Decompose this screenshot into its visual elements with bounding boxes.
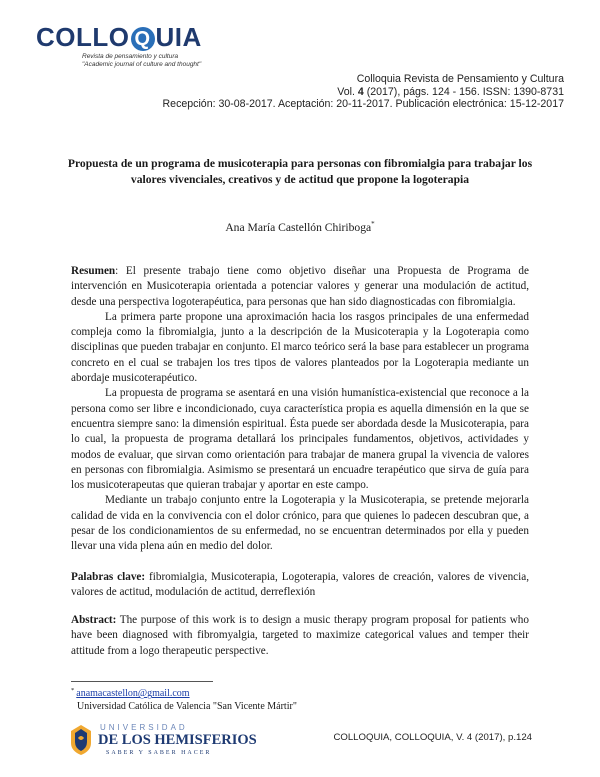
article-author: Ana María Castellón Chiriboga* [225, 220, 375, 234]
logo-wordmark: COLLO Q UIA [36, 22, 202, 52]
journal-header [163, 73, 564, 111]
resumen-paragraph-2: La primera parte propone una aproximación hacia los rasgos principales de una enfermedad compleja como la fibromialgia, junto a la descripción de la Musicoterapia y la Logoterapia como disciplinas que pueden trabajar en conjunto. El marco teórico será la base para establecer un programa concreto en el cual se trabajen los tres tipos de valores planteados por la Logoterapia mediante un abordaje musicoterapéutico. [71, 310, 529, 385]
journal-dates: Recepción: 30-08-2017. Aceptación: 20-11-2017. Publicación electrónica: 15-12-2017 [162, 98, 564, 110]
abstract-section [71, 613, 529, 659]
article-title: Propuesta de un programa de musicoterapia para personas con fibromialgia para trabajar los valores vivenciales, creativos y de actitud que propone la logoterapia [67, 157, 533, 186]
footnote-divider [71, 681, 213, 682]
page-footer: COLLOQUIA, COLLOQUIA, V. 4 (2017), p.124 [333, 732, 532, 743]
university-name: DE LOS HEMISFERIOS [98, 732, 257, 748]
resumen-section [71, 264, 529, 555]
keywords-text: fibromialgia, Musicoterapia, Logoterapia, valores de creación, valores de vivencia, valores de actitud, modulación de actitud, derreflexión [71, 571, 530, 599]
author-institution: Universidad Católica de Valencia "San Vicente Mártir" [77, 700, 297, 712]
author-email-link[interactable]: anamacastellon@gmail.com [76, 688, 190, 700]
logo-subtitle: Revista de pensamiento y cultura "Academic journal of culture and thought" [82, 53, 202, 68]
university-logo [70, 722, 257, 762]
journal-volume: Vol. 4 (2017), págs. 124 - 156. ISSN: 1390-8731 [337, 85, 564, 98]
keywords-section [71, 570, 529, 601]
abstract-text: The purpose of this work is to design a music therapy program proposal for patients who have been diagnosed with fibromyalgia, targeted to maximize categorical values and temper their attitude from a logo therapeutic perspective. [71, 614, 529, 657]
logo-q-icon: Q [131, 27, 155, 51]
resumen-label: Resumen [71, 265, 116, 277]
resumen-paragraph-4: Mediante un trabajo conjunto entre la Logoterapia y la Musicoterapia, se pretende mejorarla calidad de vida en la convivencia con el dolor crónico, para que quienes lo padecen descubran que, a pesar de los condicionamientos de su enfermedad, no se encuentran determinados por ella y pueden llevar una vida plena aún en medio del dolor. [71, 494, 529, 553]
footnote-marker[interactable]: * [371, 220, 375, 228]
keywords-label: Palabras clave: [71, 571, 146, 583]
university-shield-icon [70, 725, 92, 755]
resumen-paragraph-1: Resumen: El presente trabajo tiene como objetivo diseñar una Propuesta de Programa de intervención en Musicoterapia orientada a potenciar valores y generar una modulación de actitud, desde una perspectiva logoterapéutica, para personas que han sido diagnosticadas con fibromialgia. [71, 265, 529, 308]
abstract-label: Abstract: [71, 614, 117, 626]
university-top-text: UNIVERSIDAD [100, 723, 188, 732]
footnote: * anamacastellon@gmail.com Universidad Católica de Valencia "San Vicente Mártir" [71, 687, 297, 712]
journal-name: Colloquia Revista de Pensamiento y Cultura [356, 73, 564, 85]
resumen-paragraph-3: La propuesta de programa se asentará en una visión humanística-existencial que reconoce a la persona como ser libre e incondicionado, cuya característica propia es aquella dimensión en la que se encuentra siempre sano: la dimensión espiritual. Ésta puede ser abordada desde la Musicoterapia, para lo cual, la propuesta de programa detallará los principales fundamentos, objetivos, actividades y modos de evaluar, que sirvan como orientación para trabajar de manera grupal la vivencia de valores en personas con fibromialgia. Asimismo se presentará un encuadre terapéutico que sirva de guía para los musicoterapeutas que quieran trabajar y aportar en este campo. [71, 387, 529, 492]
university-motto: SABER Y SABER HACER [106, 750, 212, 756]
